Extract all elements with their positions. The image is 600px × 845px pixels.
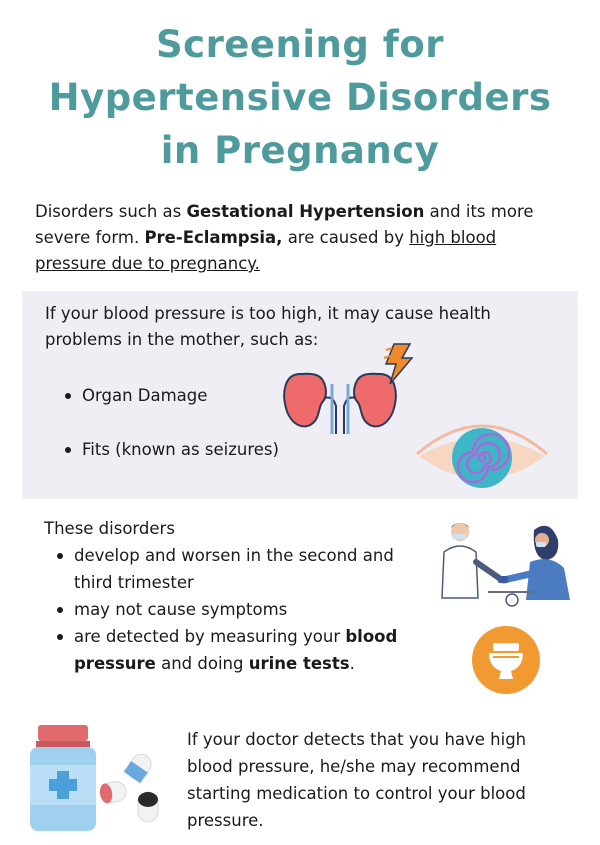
section2-lead: These disorders	[44, 519, 175, 538]
intro-text-2: and its more severe form.	[35, 202, 534, 247]
title-line-2: Hypertensive Disorders	[48, 76, 552, 119]
doctor-patient-icon	[438, 518, 578, 608]
intro-pre-eclampsia: Pre-Eclampsia,	[144, 228, 283, 247]
medicine-bottle-icon	[28, 723, 98, 833]
intro-text-1: Disorders such as	[35, 202, 187, 221]
toilet-icon	[471, 625, 541, 695]
bullet-detected: are detected by measuring your blood pressure and doing urine tests.	[52, 623, 424, 677]
bullet-organ-damage: Organ Damage	[60, 382, 207, 409]
panel-text: If your blood pressure is too high, it may cause health problems in the mother, such as:	[45, 304, 491, 349]
intro-paragraph	[35, 199, 565, 277]
bullet-seizures: Fits (known as seizures)	[60, 436, 279, 463]
bullet-develop: develop and worsen in the second and third trimester	[52, 542, 424, 596]
medication-paragraph: If your doctor detects that you have high blood pressure, he/she may recommend starting medication to control your blood pressure.	[187, 730, 527, 830]
title-line-1: Screening for	[155, 23, 444, 66]
intro-underlined-cause: high blood pressure due to pregnancy.	[35, 228, 497, 273]
disorders-section	[44, 515, 424, 677]
intro-text-3: are caused by	[282, 228, 410, 247]
pills-icon	[96, 748, 166, 828]
page-title	[0, 18, 600, 177]
eye-icon	[413, 406, 551, 496]
blood-pressure-bold: blood pressure	[74, 627, 398, 673]
title-line-3: in Pregnancy	[160, 129, 440, 172]
bullet-no-symptoms: may not cause symptoms	[52, 596, 424, 623]
lightning-icon	[380, 342, 416, 386]
intro-gestational-hypertension: Gestational Hypertension	[186, 202, 425, 221]
urine-tests-bold: urine tests	[248, 654, 350, 673]
